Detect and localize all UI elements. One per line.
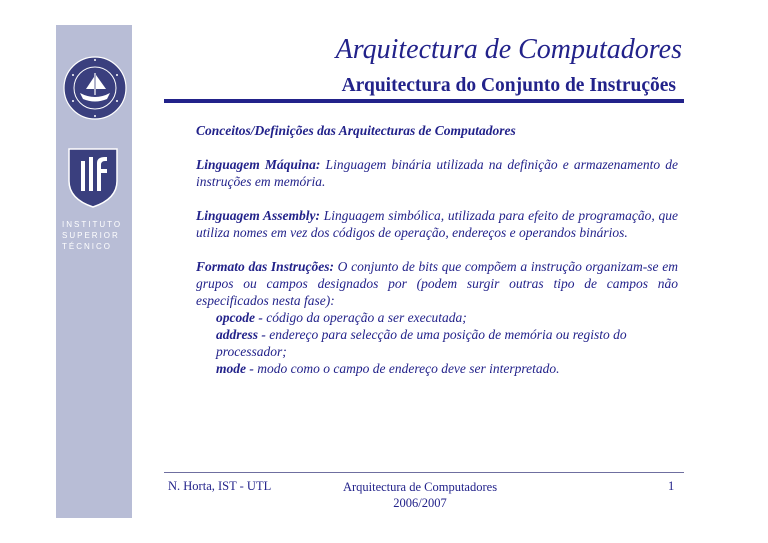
field-desc: modo como o campo de endereço deve ser interpretado. [253, 361, 560, 376]
field-address [196, 326, 678, 360]
slide-subtitle: Arquitectura do Conjunto de Instruções [341, 75, 676, 96]
field-desc: endereço para selecção de uma posição de memória ou registo do processador; [216, 327, 627, 359]
definition: O conjunto de bits que compõem a instrução organizam-se em grupos ou campos designados por (podem surgir outras tipo de campos não especificados nesta fase): [196, 259, 678, 308]
field-mode [196, 360, 678, 377]
field-opcode [196, 309, 678, 326]
footer-course-name: Arquitectura de Computadores [342, 480, 498, 494]
slide-title: Arquitectura de Computadores [335, 34, 682, 65]
university-seal-icon [62, 55, 128, 121]
footer-author: N. Horta, IST - UTL [168, 479, 272, 493]
term: Linguagem Assembly: [196, 208, 320, 223]
title-divider [164, 99, 684, 103]
ist-shield-icon [67, 147, 119, 209]
machine-language-definition [196, 156, 678, 190]
field-name: address - [216, 327, 266, 342]
institute-line: TÉCNICO [62, 242, 112, 251]
footer-course [330, 479, 510, 511]
term: Linguagem Máquina: [196, 157, 321, 172]
slide-body [196, 122, 678, 377]
field-name: mode - [216, 361, 254, 376]
institute-wordmark [62, 219, 128, 252]
assembly-language-definition [196, 207, 678, 241]
page-number: 1 [668, 479, 675, 493]
section-heading: Conceitos/Definições das Arquitecturas de Computadores [196, 123, 516, 138]
field-name: opcode - [216, 310, 263, 325]
footer-year: 2006/2007 [393, 496, 447, 510]
definition: Linguagem simbólica, utilizada para efeito de programação, que utiliza nomes em vez dos códigos de operação, endereços e operandos binários. [196, 208, 678, 240]
institute-line: INSTITUTO [62, 220, 123, 229]
definition: Linguagem binária utilizada na definição e armazenamento de instruções em memória. [196, 157, 678, 189]
institute-line: SUPERIOR [62, 231, 120, 240]
instruction-format-definition [196, 258, 678, 309]
term: Formato das Instruções: [196, 259, 334, 274]
field-desc: código da operação a ser executada; [262, 310, 467, 325]
footer-divider [164, 472, 684, 473]
